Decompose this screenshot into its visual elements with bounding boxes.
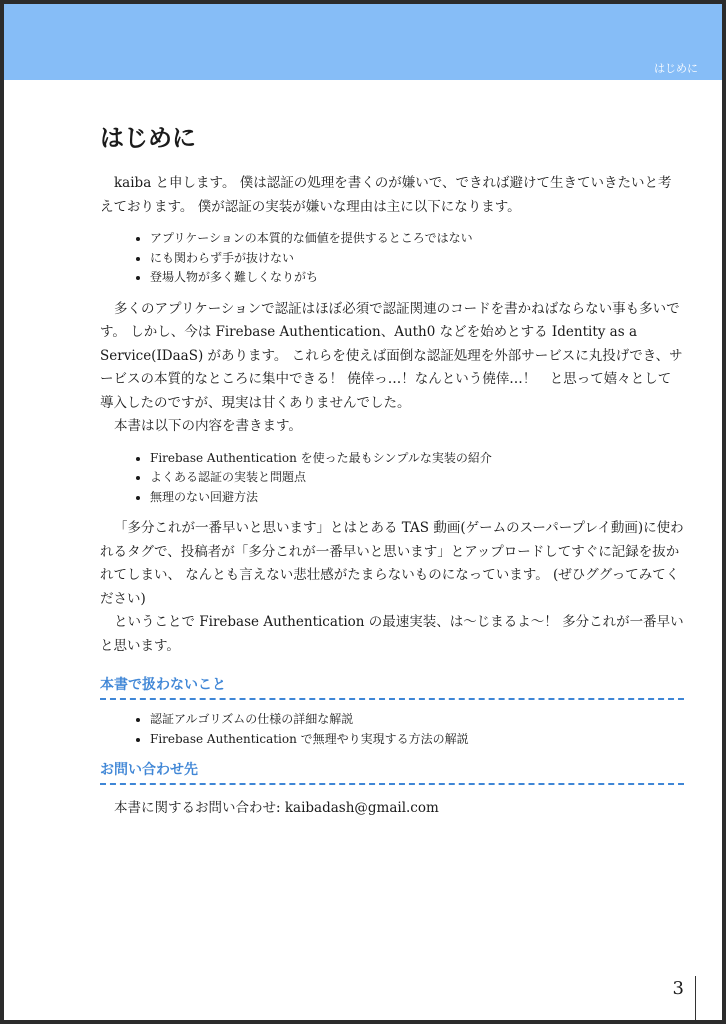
not-covered-list	[100, 710, 684, 749]
page-content	[100, 120, 684, 821]
contents-list	[100, 449, 684, 508]
page-number: 3	[672, 978, 684, 999]
intro-paragraph: kaiba と申します。 僕は認証の処理を書くのが嫌いで、できれば避けて生きていきたいと考えております。 僕が認証の実装が嫌いな理由は主に以下になります。	[100, 175, 672, 215]
list-item: • 認証アルゴリズムの仕様の詳細な解説	[150, 710, 684, 730]
list-item: • 登場人物が多く難しくなりがち	[150, 268, 684, 288]
page-number-rule	[695, 976, 696, 1020]
list-item: • 無理のない回避方法	[150, 488, 684, 508]
list-item: • Firebase Authentication で無理やり実現する方法の解説	[150, 730, 684, 750]
paragraph-start: ということで Firebase Authentication の最速実装、は〜じまるよ〜！ 多分これが一番早いと思います。	[100, 614, 684, 654]
list-item: • Firebase Authentication を使った最もシンプルな実装の紹介	[150, 449, 684, 469]
running-head: はじめに	[654, 62, 698, 75]
list-item: • にも関わらず手が抜けない	[150, 249, 684, 269]
list-item: • よくある認証の実装と問題点	[150, 468, 684, 488]
chapter-title: はじめに	[100, 123, 196, 152]
header-band	[4, 4, 722, 80]
contact-text: 本書に関するお問い合わせ: kaibadash@gmail.com	[114, 800, 439, 816]
list-item: • アプリケーションの本質的な価値を提供するところではない	[150, 229, 684, 249]
document-page	[4, 4, 722, 1020]
reasons-list	[100, 229, 684, 288]
paragraph-tas: 「多分これが一番早いと思います」とはとある TAS 動画(ゲームのスーパープレイ動画)に使われるタグで、投稿者が「多分これが一番早いと思います」とアップロードしてすぐに記録を抜かれてしまい、 なんとも言えない悲壮感がたまらないものになっています。 (ぜひググってみてください)	[100, 520, 684, 607]
paragraph-contents-intro: 本書は以下の内容を書きます。	[114, 418, 302, 434]
paragraph-idaas: 多くのアプリケーションで認証はほぼ必須で認証関連のコードを書かねばならない事も多いです。 しかし、今は Firebase Authentication、Auth0 などを始めとする Identity as a Service(IDaaS) があります。 これらを使えば面倒な認証処理を外部サービスに丸投げでき、サービスの本質的なところに集中できる！ 僥倖っ…！なんという僥倖…！ と思って嬉々として導入したのですが、現実は甘くありませんでした。	[100, 300, 683, 411]
section-heading-contact: お問い合わせ先	[100, 759, 684, 785]
section-heading-not-covered: 本書で扱わないこと	[100, 674, 684, 700]
